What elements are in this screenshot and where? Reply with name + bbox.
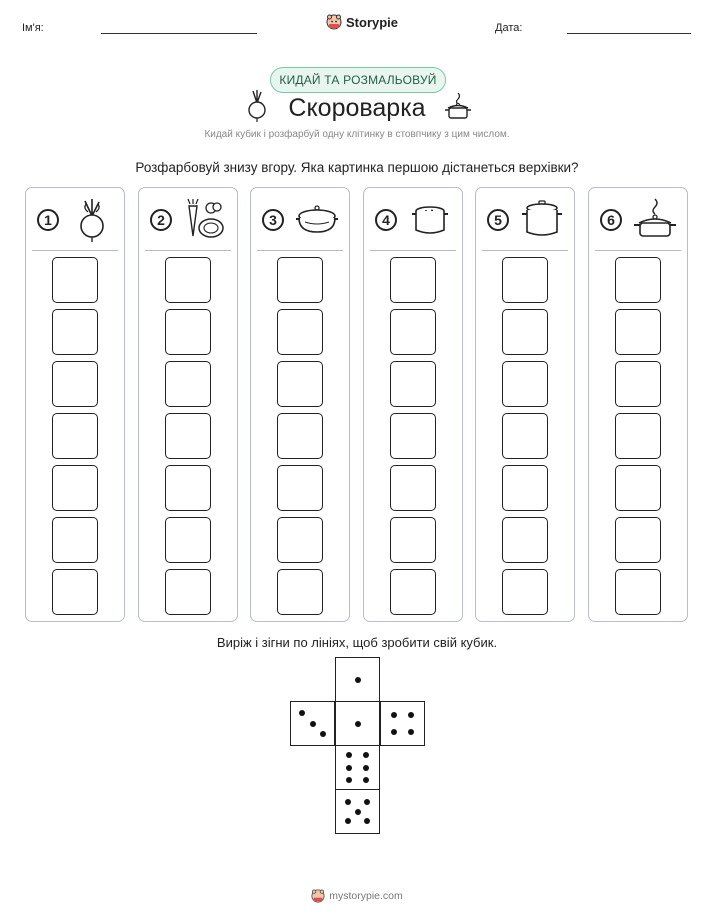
column-divider xyxy=(370,250,456,251)
color-cell[interactable] xyxy=(502,413,548,459)
footer-url: mystorypie.com xyxy=(329,890,403,902)
color-cell[interactable] xyxy=(52,309,98,355)
color-cell[interactable] xyxy=(502,257,548,303)
die-pip xyxy=(320,731,326,737)
storypie-mascot-icon xyxy=(326,14,342,30)
color-cell[interactable] xyxy=(502,309,548,355)
color-cell[interactable] xyxy=(615,413,661,459)
date-label: Дата: xyxy=(495,22,523,34)
color-cell[interactable] xyxy=(165,465,211,511)
die-pip xyxy=(345,818,351,824)
activity-badge: КИДАЙ ТА РОЗМАЛЬОВУЙ xyxy=(270,67,446,93)
die-face-6 xyxy=(335,745,380,790)
beet-icon xyxy=(70,198,114,242)
color-cell[interactable] xyxy=(165,569,211,615)
color-cell[interactable] xyxy=(277,257,323,303)
die-face-5 xyxy=(335,789,380,834)
column-number: 2 xyxy=(150,209,172,231)
column-number: 6 xyxy=(600,209,622,231)
pressure-cooker-icon xyxy=(633,198,677,242)
color-cell[interactable] xyxy=(277,361,323,407)
column-number: 3 xyxy=(262,209,284,231)
die-pip xyxy=(346,777,352,783)
column-6 xyxy=(588,187,688,622)
vegetables-icon xyxy=(183,198,227,242)
die-face-4 xyxy=(380,701,425,746)
color-cell[interactable] xyxy=(165,257,211,303)
color-cell[interactable] xyxy=(390,309,436,355)
die-pip xyxy=(355,677,361,683)
color-cell[interactable] xyxy=(165,361,211,407)
name-label: Ім'я: xyxy=(22,22,44,34)
die-pip xyxy=(355,721,361,727)
color-cell[interactable] xyxy=(52,517,98,563)
column-number: 5 xyxy=(487,209,509,231)
color-cell[interactable] xyxy=(52,413,98,459)
instructions-subtitle: Кидай кубик і розфарбуй одну клітинку в стовпчику з цим числом. xyxy=(204,129,510,140)
color-cell[interactable] xyxy=(502,361,548,407)
die-pip xyxy=(408,729,414,735)
column-1 xyxy=(25,187,125,622)
die-pip xyxy=(355,809,361,815)
die-face-1 xyxy=(335,701,380,746)
color-cell[interactable] xyxy=(502,569,548,615)
die-pip xyxy=(408,712,414,718)
color-cell[interactable] xyxy=(615,569,661,615)
column-2 xyxy=(138,187,238,622)
column-divider xyxy=(595,250,681,251)
column-divider xyxy=(32,250,118,251)
question-text: Розфарбовуй знизу вгору. Яка картинка першою дістанеться верхівки? xyxy=(135,160,579,175)
cut-instruction: Виріж і зігни по лініях, щоб зробити свій кубик. xyxy=(216,635,498,650)
color-cell[interactable] xyxy=(390,413,436,459)
footer xyxy=(0,889,714,903)
die-face-1 xyxy=(335,657,380,702)
die-pip xyxy=(363,777,369,783)
color-cell[interactable] xyxy=(277,413,323,459)
column-number: 1 xyxy=(37,209,59,231)
page-title: Скороварка xyxy=(288,94,426,122)
color-cell[interactable] xyxy=(52,465,98,511)
pressure-cooker-icon xyxy=(444,91,472,121)
column-3 xyxy=(250,187,350,622)
column-divider xyxy=(482,250,568,251)
color-cell[interactable] xyxy=(277,309,323,355)
color-cell[interactable] xyxy=(277,517,323,563)
color-cell[interactable] xyxy=(390,361,436,407)
name-line xyxy=(101,33,257,34)
die-pip xyxy=(345,799,351,805)
die-pip xyxy=(363,765,369,771)
open-pot-icon xyxy=(408,198,452,242)
stock-pot-icon xyxy=(520,198,564,242)
storypie-mascot-icon xyxy=(311,889,325,903)
color-cell[interactable] xyxy=(615,257,661,303)
color-cell[interactable] xyxy=(165,413,211,459)
color-cell[interactable] xyxy=(390,517,436,563)
color-cell[interactable] xyxy=(502,465,548,511)
color-cell[interactable] xyxy=(52,257,98,303)
die-pip xyxy=(346,752,352,758)
column-4 xyxy=(363,187,463,622)
die-pip xyxy=(364,818,370,824)
die-pip xyxy=(299,710,305,716)
color-cell[interactable] xyxy=(615,465,661,511)
color-cell[interactable] xyxy=(52,569,98,615)
die-pip xyxy=(391,712,397,718)
column-5 xyxy=(475,187,575,622)
color-cell[interactable] xyxy=(390,569,436,615)
color-cell[interactable] xyxy=(52,361,98,407)
column-number: 4 xyxy=(375,209,397,231)
color-cell[interactable] xyxy=(277,465,323,511)
die-pip xyxy=(346,765,352,771)
color-cell[interactable] xyxy=(390,465,436,511)
brand-name: Storypie xyxy=(346,14,399,30)
pot-with-lid-icon xyxy=(295,198,339,242)
color-cell[interactable] xyxy=(277,569,323,615)
column-divider xyxy=(145,250,231,251)
color-cell[interactable] xyxy=(390,257,436,303)
die-pip xyxy=(391,729,397,735)
color-cell[interactable] xyxy=(615,309,661,355)
color-cell[interactable] xyxy=(615,517,661,563)
die-pip xyxy=(310,721,316,727)
column-divider xyxy=(257,250,343,251)
die-pip xyxy=(363,752,369,758)
die-pip xyxy=(364,799,370,805)
date-line xyxy=(567,33,691,34)
brand-logo xyxy=(326,14,398,30)
color-cell[interactable] xyxy=(502,517,548,563)
color-cell[interactable] xyxy=(615,361,661,407)
die-face-3 xyxy=(290,701,335,746)
color-cell[interactable] xyxy=(165,309,211,355)
color-cell[interactable] xyxy=(165,517,211,563)
